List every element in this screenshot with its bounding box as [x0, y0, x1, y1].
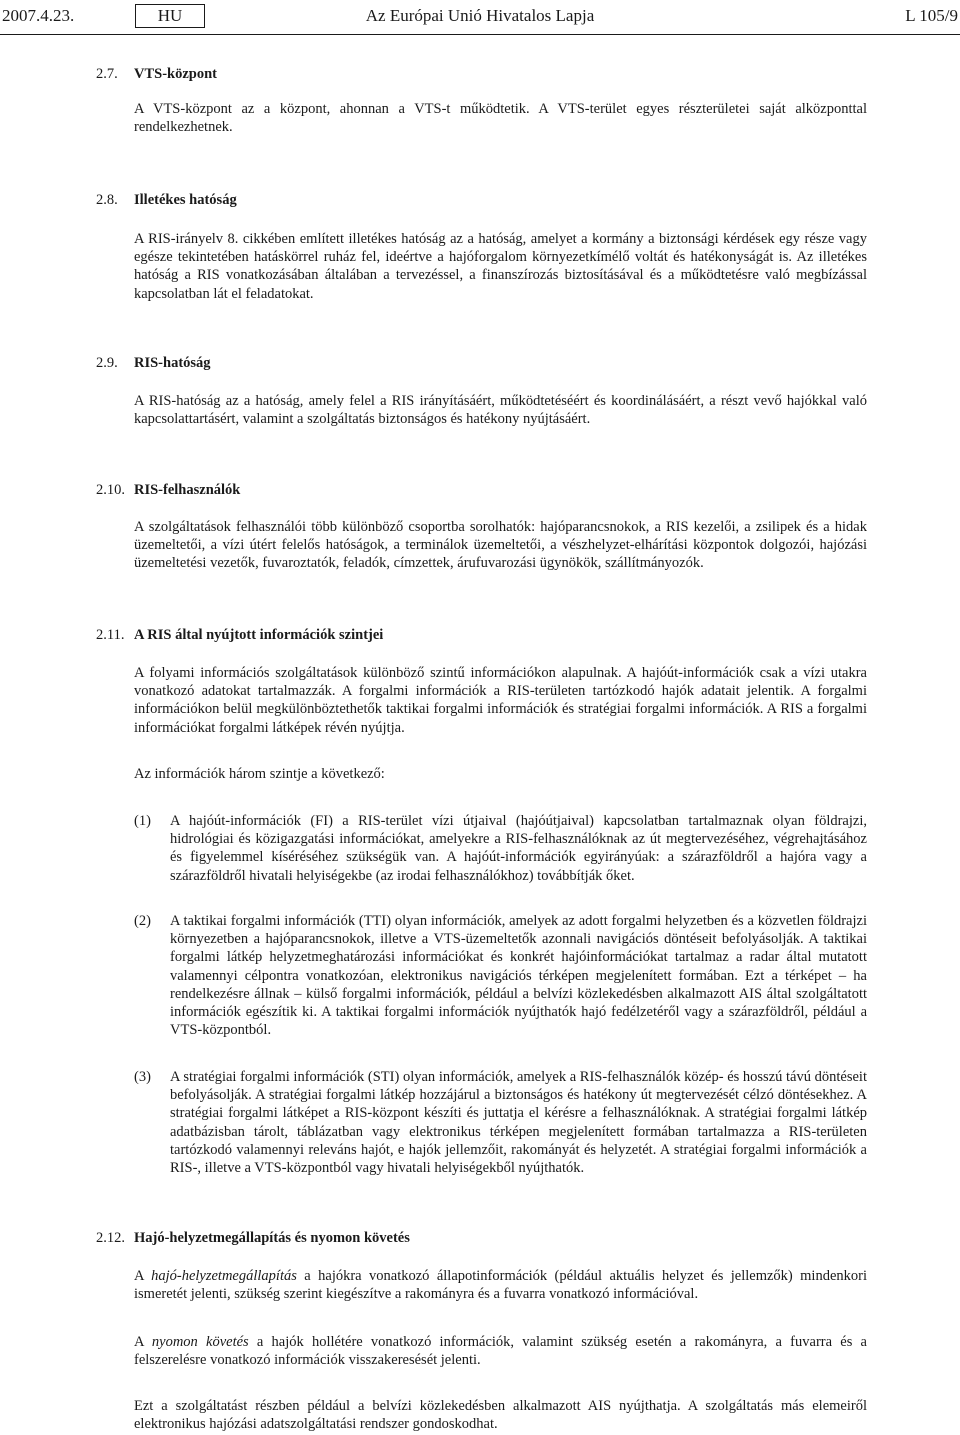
section-number: 2.10.: [96, 482, 125, 498]
paragraph: Az információk három szintje a következő:: [134, 766, 385, 782]
header-rule: [0, 34, 960, 35]
section-2-11: [0, 624, 960, 1177]
paragraph: [134, 1267, 867, 1303]
section-2-9: [0, 352, 960, 428]
paragraph: A szolgáltatások felhasználói több különböző csoportba sorolhatók: hajóparancsnokok, a RIS kezelői, a zsilipek és a hidak üzemeltetői, a vízi útért felelős hatóságok, a terminálok üzemeltetői, a vészhelyzet-elhárítási központok dolgozói, hajózási üzemeltetési vezetők, fuvaroztatók, feladók, címzettek, árufuvarozási ügynökök, szállítmányozók.: [134, 519, 867, 572]
section-2-10: [0, 479, 960, 572]
paragraph: A folyami információs szolgáltatások különböző szintű információkon alapulnak. A hajóút-információk csak a vízi utakra vonatkozó adatokat tartalmazzák. A forgalmi információk a RIS-területen tartózkodó hajók adatait jelentik. A forgalmi információkon belül megkülönböztethetők taktikai forgalmi információk és stratégiai forgalmi információk. A RIS a forgalmi információkat forgalmi látképek révén nyújtja.: [134, 665, 867, 736]
publication-date: 2007.4.23.: [2, 6, 75, 25]
journal-title: Az Európai Unió Hivatalos Lapja: [365, 6, 595, 25]
section-heading: [0, 1227, 960, 1249]
paragraph-text: a hajókra vonatkozó állapotinformációk (például aktuális helyzet és jellemzők) mindenkori ismeretét jelenti, szükség szerint kiegészítve a rakományra és a fuvarra vonatkozó információval.: [134, 1268, 868, 1303]
paragraph-text: A: [134, 1268, 152, 1284]
section-2-7: [0, 63, 960, 136]
paragraph-text: A: [134, 1334, 152, 1350]
list-item-text: A stratégiai forgalmi információk (STI) olyan információk, amelyek a RIS-felhasználók közép- és hosszú távú döntéseit befolyásolják. A stratégiai forgalmi látkép hozzájárul a biztonságos és hatékony út megtervezését célzó döntésekhez. A stratégiai forgalmi látképet a RIS-központ készíti és juttatja el kérésre a felhasználóknak. A stratégiai forgalmi látkép adatbázisban tárolt, táblázatban vagy elektronikus térképen megjelenített formában tartalmazza a RIS-területen tartózkodó valamennyi releváns hajót, e hajók jellemzőit, rakományát és helyzetét. A stratégiai forgalmi információk a RIS-, illetve a VTS-központból vagy hivatali helyiségekből nyújthatók.: [170, 1069, 867, 1177]
paragraph: A RIS-hatóság az a hatóság, amely felel a RIS irányításáért, működtetéséért és koordinálásáért, a részt vevő hajókkal való kapcsolattartásért, valamint a szolgáltatás biztonságos és hatékony nyújtásáért.: [134, 393, 867, 428]
section-title: RIS-hatóság: [134, 355, 211, 371]
defined-term: hajó-helyzetmegállapítás: [151, 1268, 297, 1284]
list-item-text: A taktikai forgalmi információk (TTI) olyan információk, amelyek az adott forgalmi helyzetben és a közvetlen földrajzi környezetben a hajóparancsnokok, illetve a VTS-üzemeltetők azonnali navigációs döntéseit befolyásolják. A taktikai forgalmi látkép helyzetmeghatározási információkat és konkrét hajóinformációkat tartalmaz a radar által mutatott valamennyi célpontra vonatkozóan, elektronikus navigációs térképen megjelenített formában. Ezt a térképet – ha rendelkezésre állnak – külső forgalmi információk, például a belvízi közlekedésben alkalmazott AIS által szolgáltatott információk egészítik ki. A taktikai forgalmi információk nyújthatók hajó fedélzetéről vagy a szárazföldről, például a VTS-központból.: [170, 913, 867, 1039]
defined-term: nyomon követés: [151, 1334, 249, 1350]
section-2-8: [0, 189, 960, 302]
section-heading: [0, 189, 960, 211]
section-title: RIS-felhasználók: [134, 482, 241, 498]
paragraph-text: a hajók hollétére vonatkozó információk, valamint szükség esetén a rakományra, a fuvarra és a felszerelésre vonatkozó információk visszakeresését jelenti.: [134, 1334, 867, 1369]
paragraph: Ezt a szolgáltatást részben például a belvízi közlekedésben alkalmazott AIS nyújthatja. A szolgáltatás más elemeiről elektronikus hajózási adatszolgáltatási rendszer gondoskodhat.: [134, 1398, 867, 1433]
section-number: 2.7.: [96, 66, 118, 82]
language-badge: HU: [135, 4, 205, 28]
list-item-text: A hajóút-információk (FI) a RIS-terület vízi útjaival (hajóútjaival) kapcsolatban tartalmaznak olyan földrajzi, hidrológiai és közigazgatási információkat, amelyekre a RIS-felhasználóknak az út megtervezéséhez, végrehajtásához és figyelemmel kíséréséhez szükségük van. A hajóút-információk egyirányúak: a szárazföldről a hajóra vagy a szárazföldről hivatali helyiségekbe (az irodai felhasználókhoz) továbbítják őket.: [170, 813, 867, 884]
section-title: A RIS által nyújtott információk szintjei: [134, 627, 384, 643]
section-title: Illetékes hatóság: [134, 192, 237, 208]
section-heading: [0, 624, 960, 646]
list-item-number: (2): [134, 913, 151, 929]
section-heading: [0, 63, 960, 85]
page-reference: L 105/9: [905, 6, 958, 25]
paragraph: A RIS-irányelv 8. cikkében említett illetékes hatóság az a hatóság, amelyet a kormány a biztonsági kérdések egy része vagy egésze tekintetében hatáskörrel ruház fel, ideértve a hajóforgalom környezetkímélő voltát és hatékonyságát is. Az illetékes hatóság a RIS vonatkozásában általában a tervezéssel, a finanszírozás biztosításával és a működtetésre való megbízással kapcsolatban lát el feladatokat.: [134, 231, 867, 302]
section-number: 2.12.: [96, 1230, 125, 1246]
page-header: [0, 4, 960, 28]
section-2-12: [0, 1227, 960, 1433]
paragraph: [134, 1333, 867, 1369]
section-title: VTS-központ: [134, 66, 217, 82]
section-number: 2.11.: [96, 627, 125, 643]
section-heading: [0, 479, 960, 501]
section-title: Hajó-helyzetmegállapítás és nyomon követés: [134, 1230, 410, 1246]
list-item-number: (3): [134, 1069, 151, 1085]
section-number: 2.8.: [96, 192, 118, 208]
paragraph: A VTS-központ az a központ, ahonnan a VTS-t működtetik. A VTS-terület egyes részterületei saját alközponttal rendelkezhetnek.: [134, 101, 867, 136]
list-item-number: (1): [134, 813, 151, 829]
section-number: 2.9.: [96, 355, 118, 371]
section-heading: [0, 352, 960, 374]
